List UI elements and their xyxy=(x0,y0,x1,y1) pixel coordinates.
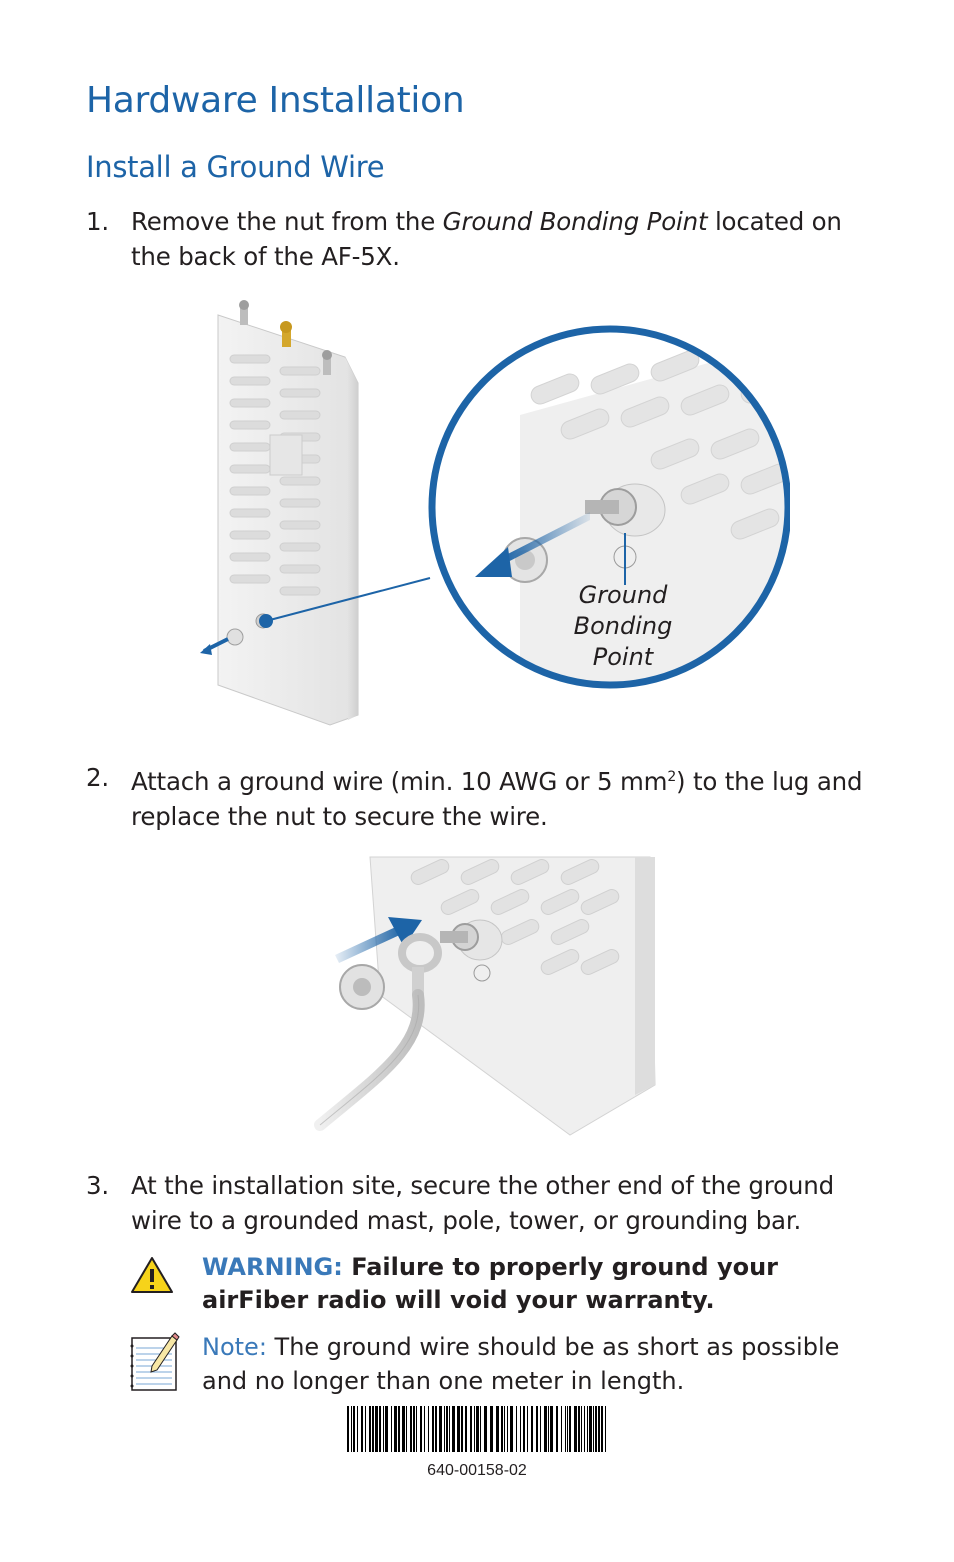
barcode-bar xyxy=(394,1406,397,1452)
barcode-bar xyxy=(383,1406,384,1452)
barcode-bar xyxy=(424,1406,425,1452)
barcode-bar xyxy=(435,1406,437,1452)
barcode-bar xyxy=(544,1406,547,1452)
barcode-bar xyxy=(536,1406,538,1452)
barcode-bar xyxy=(398,1406,400,1452)
barcode-bar xyxy=(439,1406,442,1452)
barcode-bar xyxy=(474,1406,475,1452)
barcode-bar xyxy=(589,1406,592,1452)
barcode-bar xyxy=(372,1406,374,1452)
notepad-pencil-icon xyxy=(128,1332,180,1394)
step-1-number: 1. xyxy=(86,207,109,236)
step-2-text-post: ) to the lug and replace the nut to secure the wire. xyxy=(131,767,863,832)
step-2-number: 2. xyxy=(86,763,109,792)
barcode-bar xyxy=(402,1406,405,1452)
barcode-bar xyxy=(510,1406,513,1452)
barcode-bar xyxy=(351,1406,352,1452)
callout-line-3: Point xyxy=(592,643,654,671)
barcode xyxy=(347,1406,609,1452)
warning-callout xyxy=(202,1251,842,1317)
barcode-bar xyxy=(484,1406,487,1452)
barcode-bar xyxy=(601,1406,603,1452)
device-back-view xyxy=(200,300,430,725)
barcode-bar xyxy=(584,1406,585,1452)
barcode-bar xyxy=(413,1406,415,1452)
barcode-bar xyxy=(578,1406,580,1452)
barcode-bar xyxy=(385,1406,388,1452)
step-3-number: 3. xyxy=(86,1171,109,1200)
barcode-bar xyxy=(416,1406,417,1452)
figure-ground-bonding-point xyxy=(190,295,790,735)
barcode-bar xyxy=(523,1406,525,1452)
barcode-bar xyxy=(449,1406,450,1452)
barcode-bar xyxy=(365,1406,366,1452)
barcode-bar xyxy=(520,1406,521,1452)
barcode-bar xyxy=(420,1406,422,1452)
barcode-bar xyxy=(507,1406,508,1452)
barcode-bar xyxy=(527,1406,528,1452)
barcode-bar xyxy=(379,1406,381,1452)
barcode-bar xyxy=(540,1406,541,1452)
barcode-bar xyxy=(446,1406,448,1452)
warning-triangle-icon xyxy=(130,1255,174,1295)
barcode-bar xyxy=(375,1406,378,1452)
barcode-bar xyxy=(347,1406,349,1452)
barcode-bar xyxy=(428,1406,429,1452)
barcode-bar xyxy=(598,1406,600,1452)
note-callout xyxy=(202,1330,882,1398)
barcode-bar xyxy=(496,1406,499,1452)
barcode-bar xyxy=(561,1406,562,1452)
warning-label: WARNING: xyxy=(202,1253,343,1281)
barcode-bar xyxy=(565,1406,566,1452)
barcode-bar xyxy=(361,1406,363,1452)
barcode-bar xyxy=(465,1406,467,1452)
barcode-bar xyxy=(504,1406,505,1452)
barcode-bar xyxy=(567,1406,568,1452)
figure-attach-ground-wire xyxy=(300,855,660,1140)
barcode-bar xyxy=(461,1406,463,1452)
page-title: Hardware Installation xyxy=(86,80,465,121)
step-1-text-post: located on the back of the AF-5X. xyxy=(131,207,842,271)
barcode-bar xyxy=(476,1406,479,1452)
barcode-bar xyxy=(516,1406,517,1452)
callout-ground-bonding-point xyxy=(548,580,698,673)
barcode-bar xyxy=(581,1406,582,1452)
section-title: Install a Ground Wire xyxy=(86,150,385,184)
barcode-bar xyxy=(357,1406,358,1452)
part-number: 640-00158-02 xyxy=(427,1462,527,1479)
barcode-bar xyxy=(470,1406,472,1452)
barcode-bar xyxy=(353,1406,355,1452)
barcode-bar xyxy=(490,1406,493,1452)
barcode-bar xyxy=(587,1406,588,1452)
barcode-bar xyxy=(574,1406,577,1452)
barcode-bar xyxy=(531,1406,533,1452)
barcode-bar xyxy=(569,1406,571,1452)
barcode-bar xyxy=(410,1406,412,1452)
nut xyxy=(340,965,384,1009)
barcode-bar xyxy=(501,1406,503,1452)
step-2-superscript: 2 xyxy=(667,769,677,785)
barcode-bar xyxy=(457,1406,460,1452)
barcode-bar xyxy=(432,1406,434,1452)
barcode-bar xyxy=(406,1406,407,1452)
callout-line-1: Ground xyxy=(578,581,668,609)
barcode-bar xyxy=(480,1406,481,1452)
barcode-bar xyxy=(550,1406,553,1452)
barcode-bar xyxy=(556,1406,558,1452)
barcode-bar xyxy=(595,1406,597,1452)
step-3-text: At the installation site, secure the other end of the ground wire to a grounded mast, pole, tower, or grounding bar. xyxy=(131,1171,834,1235)
barcode-bar xyxy=(548,1406,549,1452)
step-1-text-pre: Remove the nut from the xyxy=(131,207,443,236)
barcode-bar xyxy=(369,1406,371,1452)
callout-line-2: Bonding xyxy=(573,612,673,640)
barcode-bar xyxy=(391,1406,392,1452)
barcode-bar xyxy=(452,1406,455,1452)
note-label: Note: xyxy=(202,1333,267,1361)
step-2-text xyxy=(131,760,871,834)
note-text: The ground wire should be as short as possible and no longer than one meter in length. xyxy=(202,1333,840,1395)
barcode-bar xyxy=(444,1406,445,1452)
warning-text: Failure to properly ground your airFiber radio will void your warranty. xyxy=(202,1253,779,1314)
step-1-text xyxy=(131,204,871,274)
step-2-text-pre: Attach a ground wire (min. 10 AWG or 5 mm xyxy=(131,767,668,797)
barcode-bar xyxy=(605,1406,606,1452)
barcode-bar xyxy=(593,1406,594,1452)
step-1-emphasis: Ground Bonding Point xyxy=(442,207,708,236)
